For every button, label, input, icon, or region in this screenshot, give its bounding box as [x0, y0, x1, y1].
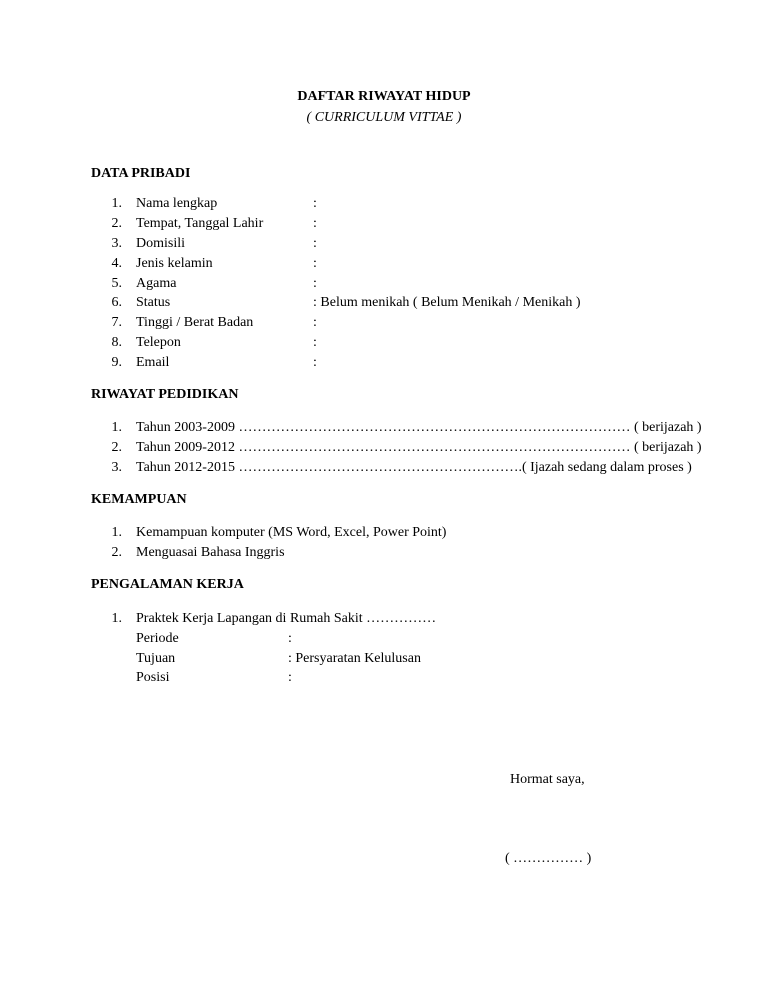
field-value-agama: : [313, 276, 317, 291]
field-label-tinggi-berat: Tinggi / Berat Badan [136, 315, 254, 330]
list-item-number: 6. [111, 295, 122, 310]
list-item-number: 2. [111, 440, 122, 455]
list-item-number: 1. [111, 525, 122, 540]
field-value-tinggi-berat: : [313, 315, 317, 330]
experience-item: Praktek Kerja Lapangan di Rumah Sakit …………… [136, 611, 437, 626]
field-value-tempat-tanggal-lahir: : [313, 216, 317, 231]
section-heading-data-pribadi: DATA PRIBADI [91, 166, 191, 181]
education-item: Tahun 2012-2015 …………………………………………………….( Ijazah sedang dalam proses ) [136, 460, 692, 475]
field-label-tempat-tanggal-lahir: Tempat, Tanggal Lahir [136, 216, 264, 231]
experience-detail-value-tujuan: : Persyaratan Kelulusan [288, 651, 421, 666]
list-item-number: 2. [111, 545, 122, 560]
section-heading-pengalaman-kerja: PENGALAMAN KERJA [91, 577, 244, 592]
field-value-status: : Belum menikah ( Belum Menikah / Menikah ) [313, 295, 581, 310]
field-label-status: Status [136, 295, 171, 310]
list-item-number: 7. [111, 315, 122, 330]
section-heading-riwayat-pendidikan: RIWAYAT PEDIDIKAN [91, 387, 239, 402]
field-label-email: Email [136, 355, 170, 370]
experience-detail-label-tujuan: Tujuan [136, 651, 176, 666]
list-item-number: 3. [111, 236, 122, 251]
document-subtitle: ( CURRICULUM VITTAE ) [306, 110, 462, 125]
section-heading-kemampuan: KEMAMPUAN [91, 492, 187, 507]
education-item: Tahun 2009-2012 ………………………………………………………………………… ( berijazah ) [136, 440, 702, 455]
list-item-number: 1. [111, 196, 122, 211]
list-item-number: 9. [111, 355, 122, 370]
field-value-nama: : [313, 196, 317, 211]
experience-detail-value-periode: : [288, 631, 292, 646]
field-value-email: : [313, 355, 317, 370]
list-item-number: 3. [111, 460, 122, 475]
experience-detail-label-posisi: Posisi [136, 670, 170, 685]
field-value-telepon: : [313, 335, 317, 350]
field-label-jenis-kelamin: Jenis kelamin [136, 256, 213, 271]
field-label-agama: Agama [136, 276, 177, 291]
list-item-number: 1. [111, 611, 122, 626]
signature-closing: Hormat saya, [510, 772, 585, 787]
list-item-number: 5. [111, 276, 122, 291]
field-label-nama: Nama lengkap [136, 196, 218, 211]
list-item-number: 2. [111, 216, 122, 231]
field-value-domisili: : [313, 236, 317, 251]
experience-detail-value-posisi: : [288, 670, 292, 685]
education-item: Tahun 2003-2009 ………………………………………………………………………… ( berijazah ) [136, 420, 702, 435]
document-title: DAFTAR RIWAYAT HIDUP [297, 89, 471, 104]
list-item-number: 8. [111, 335, 122, 350]
field-value-jenis-kelamin: : [313, 256, 317, 271]
field-label-telepon: Telepon [136, 335, 181, 350]
skill-item: Menguasai Bahasa Inggris [136, 545, 285, 560]
list-item-number: 1. [111, 420, 122, 435]
experience-detail-label-periode: Periode [136, 631, 179, 646]
signature-name-placeholder: ( …………… ) [505, 851, 592, 866]
list-item-number: 4. [111, 256, 122, 271]
field-label-domisili: Domisili [136, 236, 186, 251]
skill-item: Kemampuan komputer (MS Word, Excel, Power Point) [136, 525, 447, 540]
